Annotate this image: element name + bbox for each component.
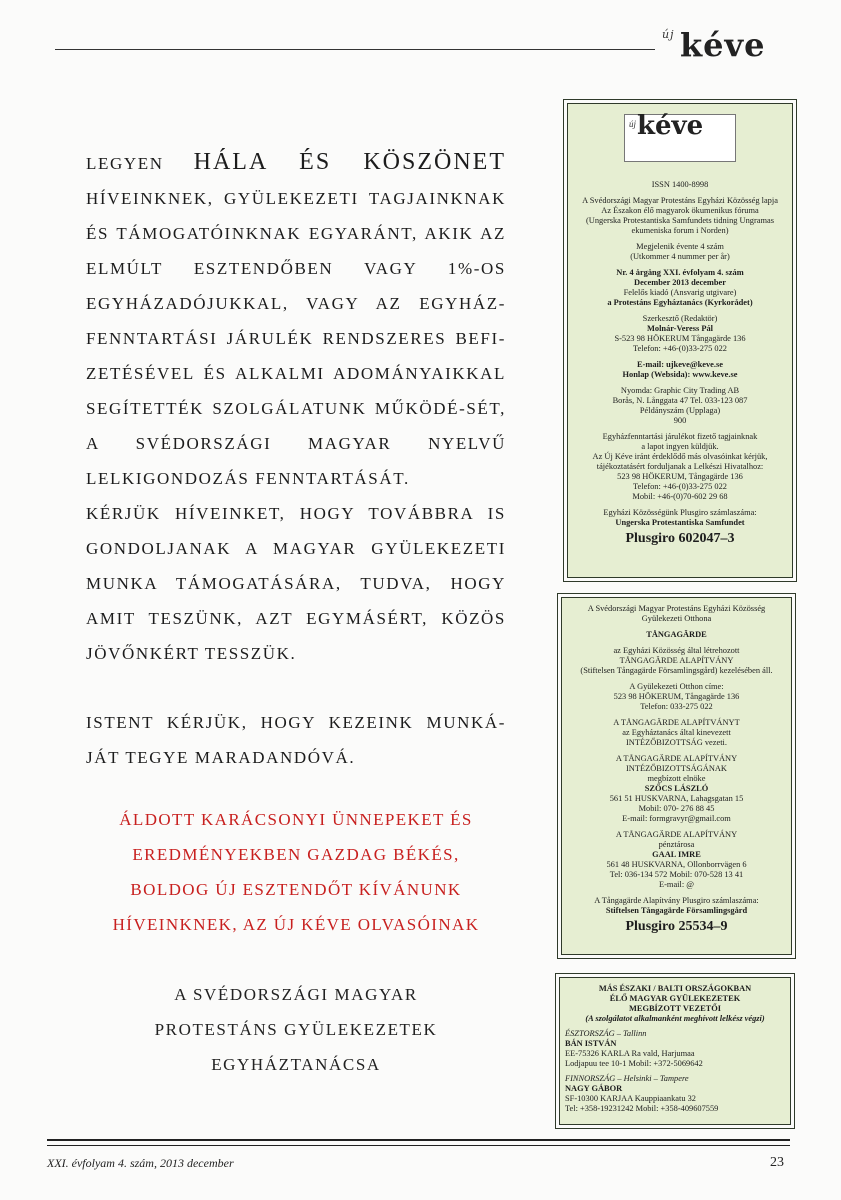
chair-info: [568, 754, 785, 824]
finland-location: FINNORSZÁG – Helsinki – Tampere: [565, 1074, 689, 1083]
footer-rule-thin: [47, 1145, 790, 1146]
lead-word: LEGYEN: [86, 154, 164, 173]
editor-name: Molnár-Veress Pál: [647, 324, 713, 333]
desc-line: (Ungerska Protestantiska Samfundets tidning Ungramas ekumeniska forum i Norden): [586, 216, 774, 235]
subscription-info: [574, 432, 786, 502]
foundation-line: az Egyházi Közösség által létrehozott: [613, 646, 740, 655]
sub-line: 523 98 HÖKERUM, Tångagärde 136: [617, 472, 743, 481]
account-label: A Tångagärde Alapítvány Plusgiro számlaszáma:: [594, 896, 759, 905]
header-rule: [55, 49, 655, 50]
foundation-line: TÅNGAGÄRDE ALAPÍTVÁNY: [619, 656, 734, 665]
chair-line: A TÅNGAGÄRDE ALAPÍTVÁNY: [615, 754, 738, 763]
sub-line: Az Új Kéve iránt érdeklődő más olvasóinkat kérjük,: [592, 452, 768, 461]
freq-line: Megjelenik évente 4 szám: [636, 242, 724, 251]
logo-big: kéve: [637, 111, 704, 141]
paragraph-request: KÉRJÜK HÍVEINKET, HOGY TOVÁBBRA IS GONDOLJANAK A MAGYAR GYÜLEKEZETI MUNKA TÁMOGATÁSÁRA, TUDVA, HOGY AMIT TESZÜNK, AZT EGYMÁSÉRT, KÖZÖS JÖVŐNKÉRT TESSZÜK.: [86, 504, 506, 663]
sub-line: Egyházfenntartási járulékot fizető tagjainknak: [602, 432, 758, 441]
wish-line: BOLDOG ÚJ ESZTENDŐT KÍVÁNUNK: [130, 880, 462, 899]
treasurer-name: GAAL IMRE: [652, 850, 701, 859]
freq-line: (Utkommer 4 nummer per år): [630, 252, 730, 261]
thanks-rest: HÍVEINKNEK, GYÜLEKEZETI TAGJAINKNAK ÉS TÁMOGATÓINKNAK EGYARÁNT, AKIK AZ ELMÚLT ESZTENDŐBEN VAGY 1%-OS EGYHÁZADÓJUKKAL, VAGY AZ EGYHÁZ-FENNTARTÁSI JÁRULÉK RENDSZERES BEFI-ZETÉSÉVEL ÉS ALKALMI ADOMÁNYAIKKAL SEGÍTETTÉK SZOLGÁLATUNK MŰKÖDÉ-SÉT, A SVÉDORSZÁGI MAGYAR NYELVŰ LELKIGONDOZÁS FENNTARTÁSÁT.: [86, 189, 506, 488]
foundation-line: (Stiftelsen Tångagärde Församlingsgård) kezelésében áll.: [580, 666, 773, 675]
address-line: 523 98 HÖKERUM, Tångagärde 136: [613, 692, 740, 701]
issn: ISSN 1400-8998: [651, 180, 709, 189]
treasurer-line: pénztárosa: [658, 840, 695, 849]
estonia-leader: BÁN ISTVÁN: [565, 1039, 617, 1048]
board-line: INTÉZŐBIZOTTSÁG vezeti.: [626, 738, 727, 747]
estonia-phone: Lodjapuu tee 10-1 Mobil: +372-5069642: [565, 1059, 703, 1068]
signature: [86, 977, 506, 1082]
brand-small: új: [662, 28, 675, 41]
printer-line: 900: [673, 416, 687, 425]
christmas-wish: [86, 802, 506, 942]
chair-line: INTÉZŐBIZOTTSÁGÁNAK: [626, 764, 727, 773]
editor-address: S-523 98 HÖKERUM Tångagärde 136: [614, 334, 746, 343]
logo-small: új: [629, 119, 637, 129]
estonia-address: EE-75326 KARLA Ra vald, Harjumaa: [565, 1049, 695, 1058]
home-address: [568, 682, 785, 712]
email-link[interactable]: E-mail: ujkeve@keve.se: [637, 360, 723, 369]
treasurer-line: 561 48 HUSKVARNA, Ollonborrvägen 6: [606, 860, 747, 869]
board-line: az Egyháztanács által kinevezett: [622, 728, 731, 737]
nordic-congregations-box: [559, 977, 791, 1125]
paragraph-thanks: [86, 145, 506, 496]
printer-line: Példányszám (Upplaga): [639, 406, 721, 415]
treasurer-line: A TÅNGAGÄRDE ALAPÍTVÁNY: [615, 830, 738, 839]
editor-info: [574, 314, 786, 354]
board-line: A TÅNGAGÄRDE ALAPÍTVÁNYT: [613, 718, 740, 727]
chair-line: Mobil: 070- 276 88 45: [638, 804, 715, 813]
sub-line: Mobil: +46-(0)70-602 29 68: [632, 492, 728, 501]
sub-line: Telefon: +46-(0)33-275 022: [633, 482, 727, 491]
lead-emphasis: HÁLA ÉS KÖSZÖNET: [193, 149, 507, 175]
frequency: [574, 242, 786, 262]
foundation-info: [568, 646, 785, 676]
box-subheading: (A szolgálatot alkalmanként meghívott lelkész végzi): [585, 1014, 765, 1023]
plusgiro-number: Plusgiro 602047–3: [625, 531, 735, 546]
chair-email[interactable]: E-mail: formgravyr@gmail.com: [622, 814, 731, 823]
printer-info: [574, 386, 786, 426]
box-heading: ÉLŐ MAGYAR GYÜLEKEZETEK: [609, 994, 741, 1003]
printer-line: Nyomda: Graphic City Trading AB: [620, 386, 740, 395]
finland-phone: Tel: +358-19231242 Mobil: +358-409607559: [565, 1104, 719, 1113]
sub-line: a lapot ingyen küldjük.: [641, 442, 719, 451]
masthead-box: [567, 103, 793, 578]
treasurer-info: [568, 830, 785, 890]
tangagarde-title: TÅNGAGÄRDE: [646, 630, 707, 639]
finland-address: SF-10300 KARJAA Kauppiaankatu 32: [565, 1094, 696, 1103]
paragraph-prayer: ISTENT KÉRJÜK, HOGY KEZEINK MUNKÁ-JÁT TEGYE MARADANDÓVÁ.: [86, 713, 506, 767]
account-holder: Ungerska Protestantiska Samfundet: [615, 518, 745, 527]
box-heading: MÁS ÉSZAKI / BALTI ORSZÁGOKBAN: [598, 984, 752, 993]
issue-line: Nr. 4 årgång XXI. évfolyam 4. szám: [616, 268, 744, 277]
issue-footer: XXI. évfolyam 4. szám, 2013 december: [47, 1156, 234, 1170]
treasurer-email[interactable]: E-mail: @: [659, 880, 694, 889]
brand-big: kéve: [680, 26, 766, 64]
account-info: [574, 508, 786, 548]
wish-line: ÁLDOTT KARÁCSONYI ÜNNEPEKET ÉS: [119, 810, 473, 829]
box-heading: MEGBÍZOTT VEZETŐI: [628, 1004, 722, 1013]
account-holder: Stiftelsen Tångagärde Församlingsgård: [605, 906, 748, 915]
signature-line: PROTESTÁNS GYÜLEKEZETEK: [154, 1020, 438, 1039]
account-label: Egyházi Közösségünk Plusgiro számlaszáma:: [603, 508, 757, 517]
printer-line: Borås, N. Långgata 47 Tel. 033-123 087: [612, 396, 748, 405]
brand-logo: [662, 24, 802, 64]
desc-line: A Svédországi Magyar Protestáns Egyházi Közösség lapja: [582, 196, 778, 205]
treasurer-line: Tel: 036-134 572 Mobil: 070-528 13 41: [609, 870, 744, 879]
publisher-label: Felelős kiadó (Ansvarig utgivare): [623, 288, 737, 297]
website-link[interactable]: Honlap (Websida): www.keve.se: [622, 370, 738, 379]
footer-rule: [47, 1139, 790, 1141]
desc-line: Az Északon élő magyarok ökumenikus fóruma: [601, 206, 759, 215]
plusgiro-number: Plusgiro 25534–9: [625, 919, 728, 934]
chair-line: 561 51 HUSKVARNA, Lahagsgatan 15: [609, 794, 744, 803]
issue-line: December 2013 december: [634, 278, 726, 287]
publisher-name: a Protestáns Egyháztanács (Kyrkorådet): [607, 298, 753, 307]
description: [574, 196, 786, 236]
editor-phone: Telefon: +46-(0)33-275 022: [633, 344, 727, 353]
sub-line: tájékoztatásért forduljanak a Lelkészi Hivatalhoz:: [596, 462, 764, 471]
issue-info: [574, 268, 786, 308]
tangagarde-box: [561, 597, 792, 955]
foundation-account: [568, 896, 785, 936]
wish-line: HÍVEINKNEK, AZ ÚJ KÉVE OLVASÓINAK: [112, 915, 480, 934]
address-line: Telefon: 033-275 022: [640, 702, 713, 711]
chair-name: SZŐCS LÁSZLÓ: [644, 784, 709, 793]
address-line: A Gyülekezeti Otthon címe:: [629, 682, 724, 691]
masthead-logo: [624, 111, 736, 162]
editor-label: Szerkesztő (Redaktör): [642, 314, 718, 323]
signature-line: EGYHÁZTANÁCSA: [211, 1055, 381, 1074]
intro-line: A Svédországi Magyar Protestáns Egyházi Közösség: [587, 604, 766, 613]
finland-leader: NAGY GÁBOR: [565, 1084, 623, 1093]
page-number: 23: [770, 1155, 784, 1170]
main-text: [86, 145, 506, 775]
board-info: [568, 718, 785, 748]
home-intro: [568, 604, 785, 624]
intro-line: Gyülekezeti Otthona: [641, 614, 712, 623]
wish-line: EREDMÉNYEKBEN GAZDAG BÉKÉS,: [132, 845, 460, 864]
contact-info: [574, 360, 786, 380]
estonia-location: ÉSZTORSZÁG – Tallinn: [565, 1029, 647, 1038]
signature-line: A SVÉDORSZÁGI MAGYAR: [174, 985, 418, 1004]
chair-line: megbízott elnöke: [647, 774, 706, 783]
